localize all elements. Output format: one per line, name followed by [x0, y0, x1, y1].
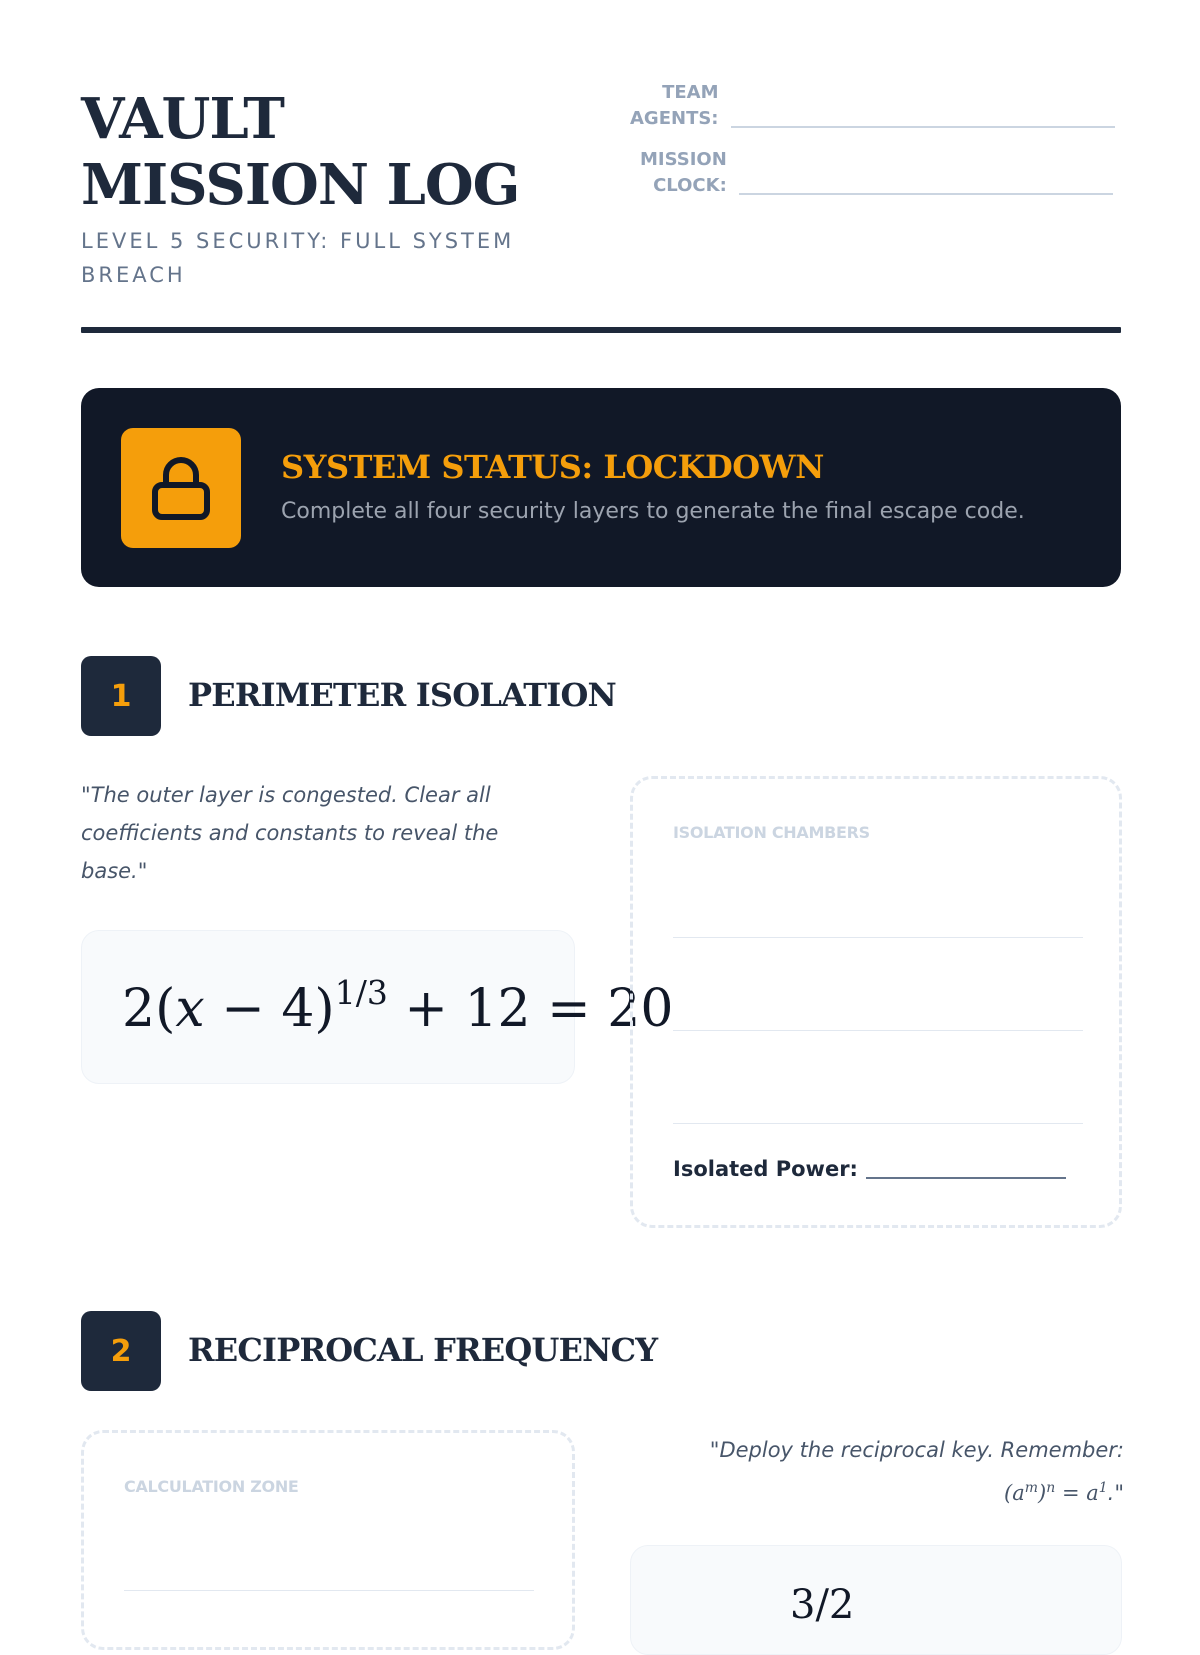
mission-clock-row	[640, 147, 1113, 199]
section-2-equation-partial: 3/2	[790, 1582, 855, 1628]
section-1-number: 1	[81, 656, 161, 736]
work-line	[673, 1030, 1083, 1031]
mission-clock-label: MISSION CLOCK:	[640, 149, 727, 196]
isolated-power-field[interactable]	[866, 1177, 1066, 1179]
page-subtitle: LEVEL 5 SECURITY: FULL SYSTEM BREACH	[81, 229, 515, 287]
mission-clock-field[interactable]	[739, 193, 1113, 195]
calculation-zone-label: CALCULATION ZONE	[124, 1477, 299, 1496]
section-2-number: 2	[81, 1311, 161, 1391]
page-title: VAULT MISSION LOG	[81, 86, 520, 218]
team-agents-row	[630, 80, 1115, 132]
lock-icon	[151, 455, 211, 521]
section-1-title: PERIMETER ISOLATION	[188, 676, 617, 714]
header-divider	[81, 327, 1121, 333]
status-title: SYSTEM STATUS: LOCKDOWN	[281, 448, 824, 486]
section-2-quote: "Deploy the reciprocal key. Remember: $(a^m)^n = a^1$."	[709, 1438, 1124, 1505]
work-line	[673, 1123, 1083, 1124]
lock-icon-tile	[121, 428, 241, 548]
system-status-panel	[81, 388, 1121, 587]
section-2-title: RECIPROCAL FREQUENCY	[188, 1331, 658, 1369]
isolated-power-answer	[673, 1157, 1066, 1181]
status-description: Complete all four security layers to generate the final escape code.	[281, 499, 1025, 524]
isolation-chambers-label: ISOLATION CHAMBERS	[673, 823, 870, 842]
section-1-equation: $2(x - 4)^{1/3} + 12 = 20$	[122, 973, 674, 1039]
section-1-quote: "The outer layer is congested. Clear all coefficients and constants to reveal the base."	[81, 783, 499, 883]
calculation-zone-box[interactable]	[81, 1430, 575, 1650]
work-line	[673, 937, 1083, 938]
isolated-power-label: Isolated Power:	[673, 1157, 858, 1181]
team-agents-label: TEAM AGENTS:	[630, 82, 719, 129]
work-line	[124, 1590, 534, 1591]
isolation-chambers-box[interactable]	[630, 776, 1122, 1228]
section-2-equation-box	[630, 1545, 1122, 1655]
team-agents-field[interactable]	[731, 126, 1115, 128]
